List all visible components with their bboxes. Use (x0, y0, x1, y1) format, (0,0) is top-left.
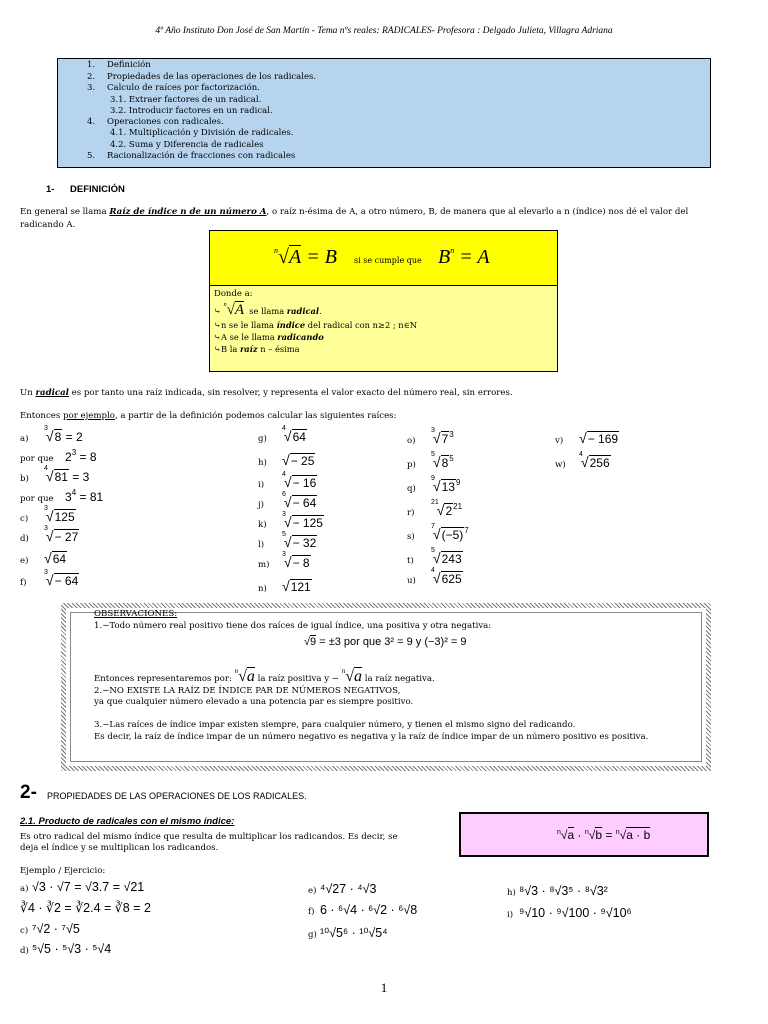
example-item: t)$^5$√243 (407, 547, 462, 566)
radical-definition: Un radical es por tanto una raíz indicada, sin resolver, y representa el valor exacto del número real, sin errores. (20, 388, 513, 398)
definition-formula: $^n$√A = B (274, 246, 337, 268)
exercise-label: Ejemplo / Ejercicio: (20, 866, 106, 876)
definition-paragraph: En general se llama Raíz de índice n de un número A, o raíz n-ésima de A, a otro número, B, de manera que al elevarlo a n (índice) nos dé el valor del (20, 207, 689, 217)
product-rule-text: Es otro radical del mismo índice que resulta de multiplicar los radicandos. Es decir, se (20, 832, 398, 842)
toc-item[interactable]: Operaciones con radicales. (107, 117, 224, 127)
table-of-contents (57, 58, 711, 168)
arrow-bullet-icon: ⤷ (214, 306, 221, 316)
toc-item[interactable]: 4.1. Multiplicación y División de radicales. (110, 128, 294, 138)
observation-3: 3.−Las raíces de índice impar existen siempre, para cualquier número, y tienen el mismo signo del radicando. (94, 720, 576, 730)
product-rule-formula: $^n$√a · $^n$√b = $^n$√a · b (557, 828, 651, 842)
product-rule-text-2: deja el índice y se multiplican los radicandos. (20, 843, 219, 853)
example-item: l)$^5$√− 32 (258, 531, 317, 550)
example-item: a)$^3$√8 = 2 (20, 425, 83, 444)
exercise-item: g) ¹⁰√5⁶ · ¹⁰√5⁴ (308, 926, 388, 940)
example-item: $p)^5√8^5$ (407, 451, 454, 470)
toc-item-number: 5. (87, 151, 96, 161)
example-item: c)$^3$√125 (20, 505, 75, 524)
observation-1-equation: √9 = ±3 por que 3² = 9 y (−3)² = 9 (304, 636, 467, 648)
examples-intro: Entonces por ejemplo, a partir de la definición podemos calcular las siguientes raíces: (20, 411, 397, 421)
example-item: u)$^4$√625 (407, 567, 462, 586)
exercise-item: ∛4 · ∛2 = ∛2.4 = ∛8 = 2 (20, 901, 151, 915)
example-item: f)$^3$√− 64 (20, 569, 79, 588)
section-1-title: DEFINICIÓN (70, 184, 125, 195)
donde-label: Donde a: (214, 289, 253, 299)
toc-item-number: 4. (87, 117, 96, 127)
toc-item[interactable]: 3.2. Introducir factores en un radical. (110, 106, 273, 116)
exercise-item: c) ⁷√2 · ⁷√5 (20, 922, 80, 936)
example-item: $o)^3√7^3$ (407, 427, 454, 446)
page-header: 4º Año Instituto Don José de San Martín - Tema nºs reales: RADICALES- Profesora : Delgado Julieta, Villagra Adriana (155, 26, 613, 36)
example-item: b)$^4$√81 = 3 (20, 465, 90, 484)
observation-representation: Entonces representaremos por: $^n$√a la raíz positiva y − $^n$√a la raíz negativa. (94, 667, 435, 685)
exercise-item: h) ⁸√3 · ⁸√3⁵ · ⁸√3² (507, 884, 608, 898)
example-item: h) √− 25 (258, 452, 315, 468)
observation-2-detail: ya que cualquier número elevado a una potencia par es siempre positivo. (94, 697, 414, 707)
definition-legend-item: ⤷A se le llama radicando (214, 332, 324, 342)
subsection-2-1-title: 2.1. Producto de radicales con el mismo índice: (20, 816, 235, 827)
definition-formula-box (209, 230, 558, 286)
exercise-item: e) ⁴√27 · ⁴√3 (308, 882, 377, 896)
example-item: w)$^4$√256 (555, 451, 610, 470)
definition-legend-item: ⤷n se le llama índice del radical con n≥2 ; n∈N (214, 320, 418, 330)
toc-item-number: 3. (87, 83, 96, 93)
toc-item[interactable]: Racionalización de fracciones con radicales (107, 151, 296, 161)
arrow-bullet-icon: ⤷ (214, 344, 221, 354)
toc-item[interactable]: 3.1. Extraer factores de un radical. (110, 95, 262, 105)
toc-item-number: 2. (87, 72, 96, 82)
example-item: e) √64 (20, 550, 67, 566)
toc-item[interactable]: Calculo de raíces por factorización. (107, 83, 260, 93)
example-item: por que $3^4 = 81$ (20, 488, 104, 504)
arrow-bullet-icon: ⤷ (214, 332, 221, 342)
example-item: k)$^3$√− 125 (258, 511, 323, 530)
toc-item[interactable]: 4.2. Suma y Diferencia de radicales (110, 140, 264, 150)
toc-item[interactable]: Propiedades de las operaciones de los radicales. (107, 72, 317, 82)
exercise-item: a) √3 · √7 = √3.7 = √21 (20, 880, 145, 894)
toc-item[interactable]: Definición (107, 60, 151, 70)
product-rule-formula-box (459, 812, 709, 857)
example-item: por que $2^3 = 8$ (20, 448, 97, 464)
exercise-item: d) ⁵√5 · ⁵√3 · ⁵√4 (20, 942, 112, 956)
definition-condition-formula: $B^n = A$ (438, 246, 490, 268)
definition-paragraph-end: radicando A. (20, 220, 76, 230)
definition-legend-item: ⤷ $^n$√A se llama radical. (214, 302, 322, 318)
example-item: n) √121 (258, 578, 311, 594)
example-item: $r)^{21}√2^{21}$ (407, 499, 463, 518)
example-item: i)$^4$√− 16 (258, 471, 317, 490)
exercise-item: i) ⁹√10 · ⁹√100 · ⁹√10⁶ (507, 906, 632, 920)
definition-condition: si se cumple que (354, 256, 422, 265)
example-item: v) √− 169 (555, 430, 619, 446)
section-2-title: PROPIEDADES DE LAS OPERACIONES DE LOS RADICALES. (47, 791, 307, 801)
example-item: $s)^7√(-5)^7$ (407, 523, 469, 542)
example-item: $q)^9√13^9$ (407, 475, 461, 494)
example-item: d)$^3$√− 27 (20, 525, 79, 544)
section-2-number: 2- (20, 782, 37, 803)
observation-3-detail: Es decir, la raíz de índice impar de un número negativo es negativa y la raíz de índice impar de un número positivo es positiva. (94, 732, 649, 742)
observations-title: OBSERVACIONES: (94, 609, 178, 619)
example-item: j)$^6$√− 64 (258, 491, 317, 510)
toc-item-number: 1. (87, 60, 96, 70)
definition-legend-box (209, 286, 558, 372)
arrow-bullet-icon: ⤷ (214, 320, 221, 330)
observation-1: 1.−Todo número real positivo tiene dos raíces de igual índice, una positiva y otra negativa: (94, 621, 492, 631)
example-item: g)$^4$√64 (258, 425, 306, 444)
section-1-number: 1- (46, 184, 55, 195)
example-item: m)$^3$√− 8 (258, 551, 310, 570)
observations-box (61, 603, 711, 771)
page-number: 1 (380, 980, 388, 995)
observation-2: 2.−NO EXISTE LA RAÍZ DE ÍNDICE PAR DE NÚMEROS NEGATIVOS, (94, 686, 401, 696)
exercise-item: f) 6 · ⁶√4 · ⁶√2 · ⁶√8 (308, 903, 418, 917)
definition-legend-item: ⤷B la raíz n – ésima (214, 344, 300, 354)
